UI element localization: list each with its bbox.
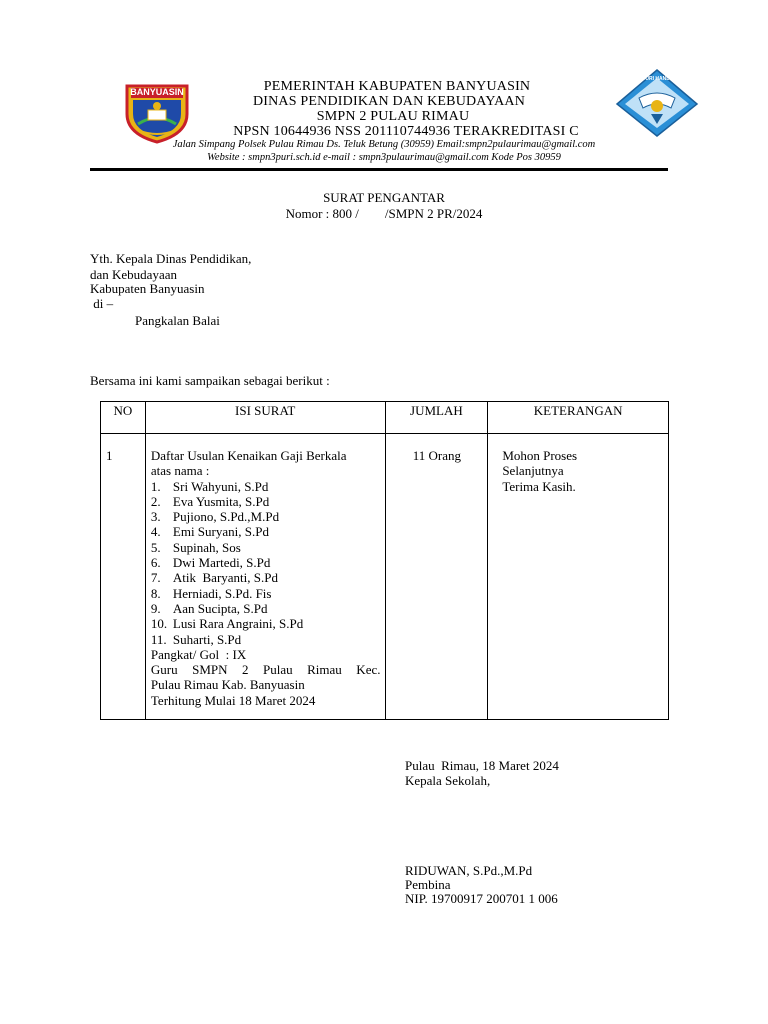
letterhead-line-government: PEMERINTAH KABUPATEN BANYUASIN: [263, 79, 531, 94]
letterhead-line-address: Jalan Simpang Polsek Pulau Rimau Ds. Teluk Betung (30959) Email:smpn2pulaurimau@gmail.com: [172, 139, 596, 150]
letterhead-line-website: Website : smpn3puri.sch.id e-mail : smpn3pulaurimau@gmail.com Kode Pos 30959: [207, 152, 561, 163]
banyuasin-logo-text: BANYUASIN: [130, 87, 184, 97]
list-item: 8. Herniadi, S.Pd. Fis: [150, 585, 272, 601]
signature-rank: Pembina: [405, 877, 451, 892]
recipient-line-5: Pangkalan Balai: [135, 313, 220, 328]
signature-nip: NIP. 19700917 200701 1 006: [405, 891, 558, 906]
letterhead-line-npsn: NPSN 10644936 NSS 201110744936 TERAKREDITASI C: [233, 124, 579, 139]
signature-name: RIDUWAN, S.Pd.,M.Pd: [405, 863, 533, 878]
recipient-line-2: dan Kebudayaan: [90, 267, 177, 282]
isi-terhitung: Terhitung Mulai 18 Maret 2024: [150, 692, 316, 708]
list-item: 2. Eva Yusmita, S.Pd: [150, 493, 270, 509]
isi-guru-2: Pulau Rimau Kab. Banyuasin: [150, 677, 305, 693]
keterangan-line-2: Selanjutnya: [502, 463, 564, 479]
isi-intro-1: Daftar Usulan Kenaikan Gaji Berkala: [150, 448, 347, 463]
signature-position: Kepala Sekolah,: [405, 773, 491, 788]
list-item: 11. Suharti, S.Pd: [150, 631, 242, 647]
cell-isi-surat: [145, 434, 385, 720]
cell-jumlah: 11 Orang: [385, 434, 488, 720]
letter-intro: Bersama ini kami sampaikan sebagai berikut :: [90, 373, 330, 388]
list-item: 7. Atik Baryanti, S.Pd: [150, 570, 278, 586]
header-isi-surat: ISI SURAT: [145, 402, 385, 434]
keterangan-line-3: Terima Kasih.: [502, 478, 576, 494]
letterhead-line-department: DINAS PENDIDIKAN DAN KEBUDAYAAN: [252, 94, 526, 109]
letter-number: Nomor : 800 / /SMPN 2 PR/2024: [285, 206, 483, 221]
letter-table: [100, 401, 669, 720]
table-header-row: [101, 402, 669, 434]
isi-intro-2: atas nama :: [150, 463, 210, 479]
cell-keterangan: [488, 434, 669, 720]
table-row: [101, 434, 669, 720]
recipient-line-3: Kabupaten Banyuasin: [90, 281, 205, 296]
isi-guru-1: Guru SMPN 2 Pulau Rimau Kec.: [150, 662, 381, 678]
letterhead-line-school: SMPN 2 PULAU RIMAU: [316, 109, 470, 124]
list-item: 9. Aan Sucipta, S.Pd: [150, 600, 268, 616]
header-jumlah: JUMLAH: [385, 402, 488, 434]
recipient-line-1: Yth. Kepala Dinas Pendidikan,: [90, 251, 252, 266]
list-item: 10. Lusi Rara Angraini, S.Pd: [150, 616, 304, 632]
letter-title: SURAT PENGANTAR: [323, 190, 445, 205]
list-item: 4. Emi Suryani, S.Pd: [150, 524, 269, 540]
recipient-line-4: di –: [90, 296, 114, 311]
list-item: 3. Pujiono, S.Pd.,M.Pd: [150, 509, 280, 525]
name-list: [151, 479, 381, 647]
letterhead-divider: [90, 168, 668, 171]
list-item: 5. Supinah, Sos: [150, 539, 241, 555]
header-keterangan: KETERANGAN: [488, 402, 669, 434]
keterangan-line-1: Mohon Proses: [502, 448, 578, 463]
signature-place-date: Pulau Rimau, 18 Maret 2024: [405, 758, 559, 773]
cell-no: 1: [101, 434, 146, 720]
header-no: NO: [101, 402, 146, 434]
list-item: 6. Dwi Martedi, S.Pd: [150, 555, 271, 571]
tut-wuri-handayani-text: TUT WURI HANDAYANI: [629, 76, 685, 82]
isi-pangkat: Pangkat/ Gol : IX: [150, 646, 247, 662]
list-item: 1. Sri Wahyuni, S.Pd: [150, 478, 269, 494]
